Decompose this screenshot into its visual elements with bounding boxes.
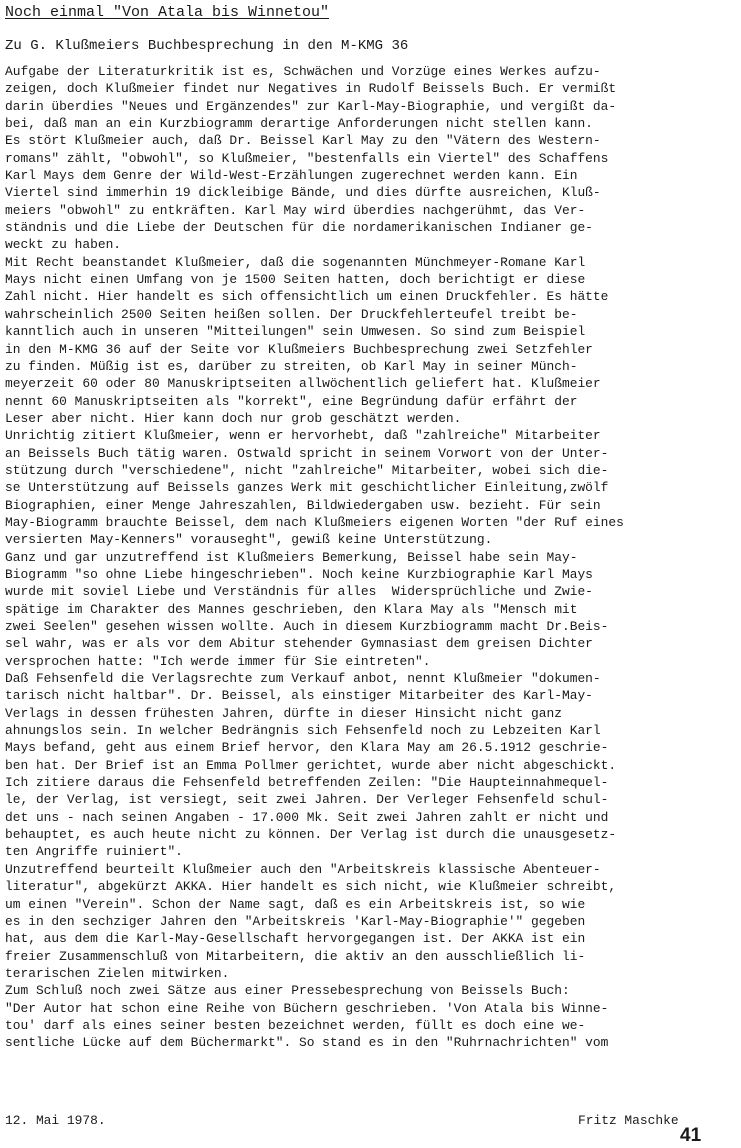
article-body <box>5 63 735 1052</box>
text-line: an Beissels Buch tätig waren. Ostwald spricht in seinem Vorwort von der Unter- <box>5 445 609 461</box>
text-line: Unrichtig zitiert Klußmeier, wenn er hervorhebt, daß "zahlreiche" Mitarbeiter <box>5 428 601 444</box>
text-line: Mit Recht beanstandet Klußmeier, daß die sogenannten Münchmeyer-Romane Karl <box>5 254 586 270</box>
text-line: Unzutreffend beurteilt Klußmeier auch den "Arbeitskreis klassische Abenteuer- <box>5 861 601 877</box>
text-line: Karl Mays dem Genre der Wild-West-Erzählungen zugerechnet werden kann. Ein <box>5 168 578 184</box>
text-line: terarischen Zielen mitwirken. <box>5 965 230 981</box>
text-line: Verlags in dessen frühesten Jahren, dürfte in dieser Hinsicht nicht ganz <box>5 705 562 721</box>
text-line: hat, aus dem die Karl-May-Gesellschaft hervorgegangen ist. Der AKKA ist ein <box>5 931 586 947</box>
text-line: Mays nicht einen Umfang von je 1500 Seiten hatten, doch berichtigt er diese <box>5 272 586 288</box>
text-line: um einen "Verein". Schon der Name sagt, daß es ein Arbeitskreis ist, so wie <box>5 896 586 912</box>
text-line: meiers "obwohl" zu entkräften. Karl May wird überdies nachgerühmt, das Ver- <box>5 202 586 218</box>
text-line: Zahl nicht. Hier handelt es sich offensichtlich um einen Druckfehler. Es hätte <box>5 289 609 305</box>
text-line: zwei Seelen" gesehen wissen wollte. Auch in diesem Kurzbiogramm macht Dr.Beis- <box>5 619 609 634</box>
text-line: zeigen, doch Klußmeier findet nur Negatives in Rudolf Beissels Buch. Er vermißt <box>5 81 617 97</box>
text-line: meyerzeit 60 oder 80 Manuskriptseiten allwöchentlich geliefert hat. Klußmeier <box>5 376 601 392</box>
text-line: stützung durch "verschiedene", nicht "zahlreiche" Mitarbeiter, wobei sich die- <box>5 462 609 478</box>
text-line: ben hat. Der Brief ist an Emma Pollmer gerichtet, wurde aber nicht abgeschickt. <box>5 757 617 773</box>
text-line: tarisch nicht haltbar". Dr. Beissel, als einstiger Mitarbeiter des Karl-May- <box>5 688 593 704</box>
text-line: Zum Schluß noch zwei Sätze aus einer Pressebesprechung von Beissels Buch: <box>5 983 570 999</box>
text-line: bei, daß man an ein Kurzbiogramm derartige Anforderungen nicht stellen kann. <box>5 116 593 132</box>
text-line: kanntlich auch in unseren "Mitteilungen" sein Umwesen. So sind zum Beispiel <box>5 324 586 340</box>
text-line: Ganz und gar unzutreffend ist Klußmeiers Bemerkung, Beissel habe sein May- <box>5 549 578 565</box>
text-line: tou' darf als eines seiner besten bezeichnet werden, füllt es doch eine we- <box>5 1017 586 1033</box>
signature-author: Fritz Maschke <box>578 1113 679 1128</box>
text-line: Viertel sind immerhin 19 dickleibige Bände, und dies dürfte ausreichen, Kluß- <box>5 185 601 201</box>
text-line: es in den sechziger Jahren den "Arbeitskreis 'Karl-May-Biographie'" gegeben <box>5 913 586 929</box>
text-line: Aufgabe der Literaturkritik ist es, Schwächen und Vorzüge eines Werkes aufzu- <box>5 64 601 79</box>
text-line: darin überdies "Neues und Ergänzendes" zur Karl-May-Biographie, und vergißt da- <box>5 98 617 114</box>
text-line: versierten May-Kenners" vorauseght", gewiß keine Unterstützung. <box>5 532 493 548</box>
text-line: Biographien, einer Menge Jahreszahlen, Bildwiedergaben usw. bezieht. Für sein <box>5 497 601 513</box>
article-subtitle: Zu G. Klußmeiers Buchbesprechung in den M-KMG 36 <box>5 38 409 54</box>
text-line: Biogramm "so ohne Liebe hingeschrieben". Noch keine Kurzbiographie Karl Mays <box>5 566 593 582</box>
text-line: sentliche Lücke auf dem Büchermarkt". So stand es in den "Ruhrnachrichten" vom <box>5 1035 609 1051</box>
text-line: le, der Verlag, ist versiegt, seit zwei Jahren. Der Verleger Fehsenfeld schul- <box>5 792 609 808</box>
text-line: freier Zusammenschluß von Mitarbeitern, die aktiv an den ausschließlich li- <box>5 948 586 964</box>
text-line: ständnis und die Liebe der Deutschen für die nordamerikanischen Indianer ge- <box>5 220 593 236</box>
text-line: det uns - nach seinen Angaben - 17.000 Mk. Seit zwei Jahren zahlt er nicht und <box>5 809 609 825</box>
text-line: versprochen hatte: "Ich werde immer für Sie eintreten". <box>5 653 431 669</box>
text-line: "Der Autor hat schon eine Reihe von Büchern geschrieben. 'Von Atala bis Winne- <box>5 1000 609 1016</box>
text-line: ahnungslos sein. In welcher Bedrängnis sich Fehsenfeld noch zu Lebzeiten Karl <box>5 723 601 739</box>
article-title: Noch einmal "Von Atala bis Winnetou" <box>5 4 330 21</box>
text-line: weckt zu haben. <box>5 237 122 253</box>
text-line: romans" zählt, "obwohl", so Klußmeier, "bestenfalls ein Viertel" des Schaffens <box>5 150 609 166</box>
text-line: behauptet, es auch heute nicht zu können. Der Verlag ist durch die unausgesetz- <box>5 827 617 843</box>
text-line: wurde mit soviel Liebe und Verständnis für alles Widersprüchliche und Zwie- <box>5 584 593 600</box>
text-line: ten Angriffe ruiniert". <box>5 844 183 860</box>
text-line: nennt 60 Manuskriptseiten als "korrekt", eine Begründung dafür erfährt der <box>5 393 578 409</box>
text-line: se Unterstützung auf Beissels ganzes Werk mit geschichtlicher Einleitung,zwölf <box>5 480 609 496</box>
page-number: 41 <box>680 1125 702 1146</box>
signature-date: 12. Mai 1978. <box>5 1113 106 1128</box>
text-line: Mays befand, geht aus einem Brief hervor, den Klara May am 26.5.1912 geschrie- <box>5 740 609 756</box>
text-line: zu finden. Müßig ist es, darüber zu streiten, ob Karl May in seiner Münch- <box>5 358 578 374</box>
text-line: Daß Fehsenfeld die Verlagsrechte zum Verkauf anbot, nennt Klußmeier "dokumen- <box>5 671 601 687</box>
text-line: literatur", abgekürzt AKKA. Hier handelt es sich nicht, wie Klußmeier schreibt, <box>5 879 617 895</box>
text-line: in den M-KMG 36 auf der Seite vor Klußmeiers Buchbesprechung zwei Setzfehler <box>5 341 593 357</box>
text-line: May-Biogramm brauchte Beissel, dem nach Klußmeiers eigenen Worten "der Ruf eines <box>5 514 624 530</box>
text-line: Leser aber nicht. Hier kann doch nur grob geschätzt werden. <box>5 410 462 426</box>
text-line: wahrscheinlich 2500 Seiten heißen sollen. Der Druckfehlerteufel treibt be- <box>5 306 578 322</box>
text-line: sel wahr, was er als vor dem Abitur stehender Gymnasiast dem greisen Dichter <box>5 636 593 652</box>
text-line: spätige im Charakter des Mannes geschrieben, den Klara May als "Mensch mit <box>5 601 578 617</box>
text-line: Es stört Klußmeier auch, daß Dr. Beissel Karl May zu den "Vätern des Western- <box>5 133 601 149</box>
text-line: Ich zitiere daraus die Fehsenfeld betreffenden Zeilen: "Die Haupteinnahmequel- <box>5 775 609 791</box>
